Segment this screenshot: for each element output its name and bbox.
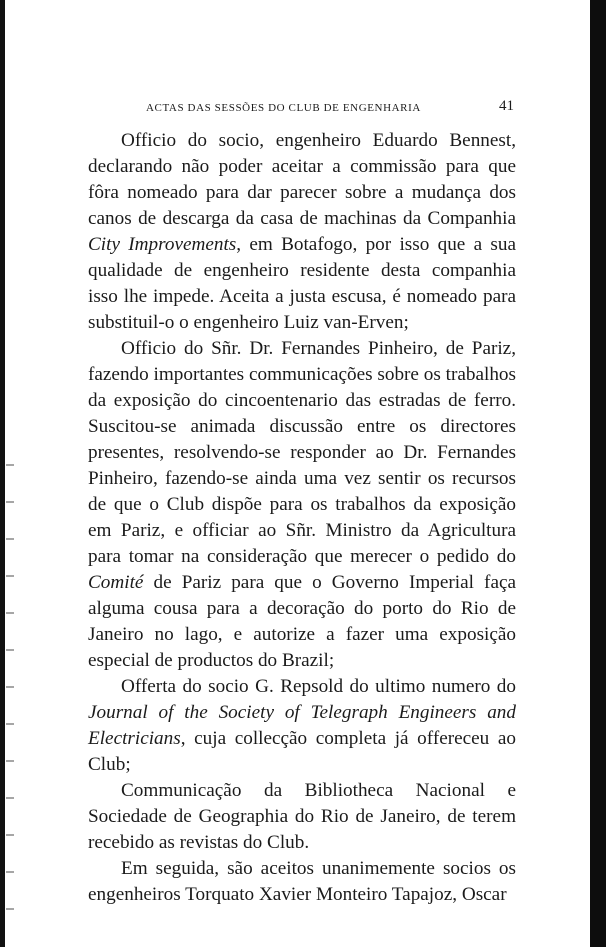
page-header bbox=[88, 96, 516, 120]
page-number: 41 bbox=[499, 98, 514, 114]
text-run: , em Botafogo, por isso que a sua qualidade de engenheiro residente desta companhia isso lhe impede. Aceita a justa escusa, é nomeado para substituil-o o engenheiro Luiz van-Erven; bbox=[88, 234, 516, 333]
paragraph-officio-pinheiro bbox=[88, 336, 516, 674]
text-run: , cuja collecção completa já offereceu ao Club; bbox=[88, 728, 516, 775]
text-run: de Pariz para que o Governo Imperial faça alguma cousa para a decoração do porto do Rio de Janeiro no lago, e autorize a fazer uma exposição especial de productos do Brazil; bbox=[88, 572, 516, 671]
paragraph-socios-aceitos bbox=[88, 856, 516, 908]
scan-border-left bbox=[0, 0, 5, 947]
running-title: ACTAS DAS SESSÕES DO CLUB DE ENGENHARIA bbox=[146, 102, 421, 114]
body-text bbox=[88, 128, 516, 908]
italic-run: Journal of the Society of Telegraph Engineers and Electricians bbox=[88, 702, 516, 749]
scan-border-right bbox=[590, 0, 606, 947]
text-run: Em seguida, são aceitos unanimemente socios os engenheiros Torquato Xavier Monteiro Tapajoz, Oscar bbox=[88, 858, 516, 905]
text-run: Officio do Sñr. Dr. Fernandes Pinheiro, de Pariz, fazendo importantes communicações sobre os trabalhos da exposição do cincoentenario das estradas de ferro. Suscitou-se animada discussão entre os directores presentes, resolvendo-se responder ao Dr. Fernandes Pinheiro, fazendo-se ainda uma vez sentir os recursos de que o Club dispõe para os trabalhos da exposição em Pariz, e officiar ao Sñr. Ministro da Agricultura para tomar na consideração que merecer o pedido do bbox=[88, 338, 516, 567]
text-run: Offerta do socio G. Repsold do ultimo numero do bbox=[121, 676, 516, 697]
paragraph-communicacao bbox=[88, 778, 516, 856]
text-run: Officio do socio, engenheiro Eduardo Bennest, declarando não poder aceitar a commissão para que fôra nomeado para dar parecer sobre a mudança dos canos de descarga da casa de machinas da Companhia bbox=[88, 130, 516, 229]
paragraph-officio-bennest bbox=[88, 128, 516, 336]
book-page bbox=[88, 96, 516, 916]
paragraph-offerta-repsold bbox=[88, 674, 516, 778]
italic-run: City Improvements bbox=[88, 234, 237, 255]
scan-specks bbox=[6, 450, 14, 930]
italic-run: Comité bbox=[88, 572, 144, 593]
text-run: Communicação da Bibliotheca Nacional e Sociedade de Geographia do Rio de Janeiro, de terem recebido as revistas do Club. bbox=[88, 780, 516, 853]
